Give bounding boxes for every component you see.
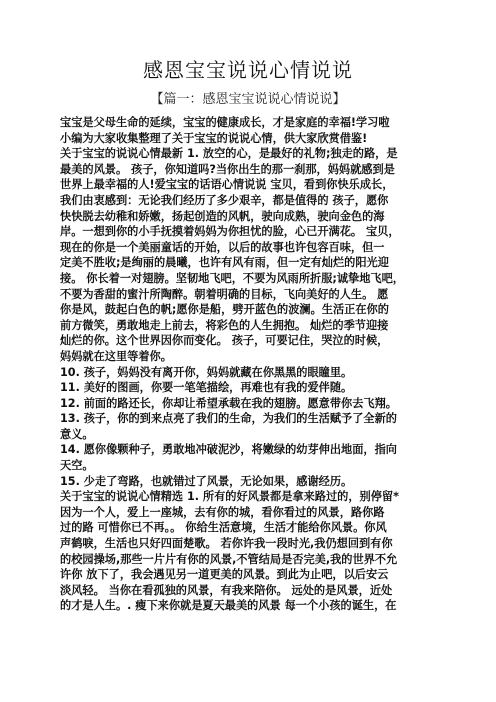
body-line: 不要为香甜的蜜汁所陶醉。朝着明确的目标，飞向美好的人生。 愿 (60, 287, 389, 301)
body-line: 13. 孩子，你的到来点亮了我们的生命，为我们的生活赋予了全新的 (60, 412, 397, 426)
body-line: 因为一个人，爱上一座城，去有你的城，看你看过的风景，路你路 (60, 505, 385, 519)
body-line: 岸。一想到你的小手抚摸着妈妈为你担忧的脸，心已开满花。 宝贝， (60, 225, 400, 239)
document-body (60, 115, 445, 614)
body-line: 关于宝宝的说说心情精选 1. 所有的好风景都是拿来路过的，别停留* (60, 490, 399, 504)
body-line: 你是风，鼓起白色的帆;愿你是船，劈开蓝色的波澜。生活正在你的 (60, 303, 389, 317)
body-line: 12. 前面的路还长，你却让希望承载在我的翅膀。愿意带你去飞翔。 (60, 396, 397, 410)
body-line: 快快脱去幼稚和娇嫩，扬起创造的风帆，驶向成熟，驶向金色的海 (60, 209, 385, 223)
body-line: 宝宝是父母生命的延续，宝宝的健康成长，才是家庭的幸福!学习啦 (60, 116, 390, 129)
body-line: 15. 少走了弯路，也就错过了风景，无论如果，感谢经历。 (60, 474, 353, 488)
body-line: 关于宝宝的说说心情最新 1. 放空的心，是最好的礼物;独走的路，是 (60, 147, 398, 161)
body-line: 接。 你长着一对翅膀。坚韧地飞吧，不要为风雨所折服;诚挚地飞吧， (60, 271, 404, 285)
body-line: 定美不胜收;是绚丽的晨曦，也许有风有雨，但一定有灿烂的阳光迎 (60, 256, 389, 270)
body-line: 的校园操场,那些一片片有你的风景,不管结局是否完美,我的世界不允 (60, 552, 398, 566)
body-line: 14. 愿你像颗种子，勇敢地冲破泥沙，将嫩绿的幼芽伸出地面，指向 (60, 443, 397, 457)
body-line: 灿烂的你。这个世界因你而变化。 孩子，可要记住，哭泣的时候， (60, 334, 389, 348)
body-line: 我们由衷感到：无论我们经历了多少艰辛，都是值得的 孩子，愿你 (60, 193, 389, 207)
document-title: 感恩宝宝说说心情说说 (143, 58, 353, 82)
body-line: 小编为大家收集整理了关于宝宝的说说心情，供大家欣赏借鉴! (60, 131, 368, 145)
body-line: 声鹤唳，生活也只好四面楚歌。 若你许我一段时光,我仍想回到有你 (60, 537, 393, 551)
body-line: 意义。 (60, 427, 94, 441)
body-line: 10. 孩子，妈妈没有离开你，妈妈就藏在你黑黑的眼瞳里。 (60, 365, 353, 379)
document-subtitle: 【篇一：感恩宝宝说说心情说说】 (150, 92, 346, 107)
body-line: 天空。 (60, 459, 94, 473)
body-line: 的才是人生。. 瘦下来你就是夏天最美的风景 每一个小孩的诞生，在 (60, 599, 397, 613)
body-line: 世界上最幸福的人!爱宝宝的话语心情说说 宝贝，看到你快乐成长， (60, 178, 394, 192)
body-line: 妈妈就在这里等着你。 (60, 349, 172, 363)
body-line: 许你 放下了，我会遇见另一道更美的风景。到此为止吧，以后安云 (60, 568, 389, 582)
body-line: 最美的风景。 孩子，你知道吗?当你出生的那一刹那，妈妈就感到是 (60, 162, 395, 176)
body-line: 11. 美好的图画，你要一笔笔描绘，再难也有我的爱伴随。 (60, 381, 353, 395)
body-line: 淡风轻。 当你在看孤独的风景，有我来陪你。 远处的是风景，近处 (60, 583, 393, 597)
body-line: 前方微笑，勇敢地走上前去，将彩色的人生拥抱。 灿烂的季节迎接 (60, 318, 389, 332)
body-line: 现在的你是一个美丽童话的开始，以后的故事也许包容百味，但一 (60, 240, 385, 254)
body-line: 过的路 可惜你已不再。。 你给生活意境，生活才能给你风景。你风 (60, 521, 387, 535)
